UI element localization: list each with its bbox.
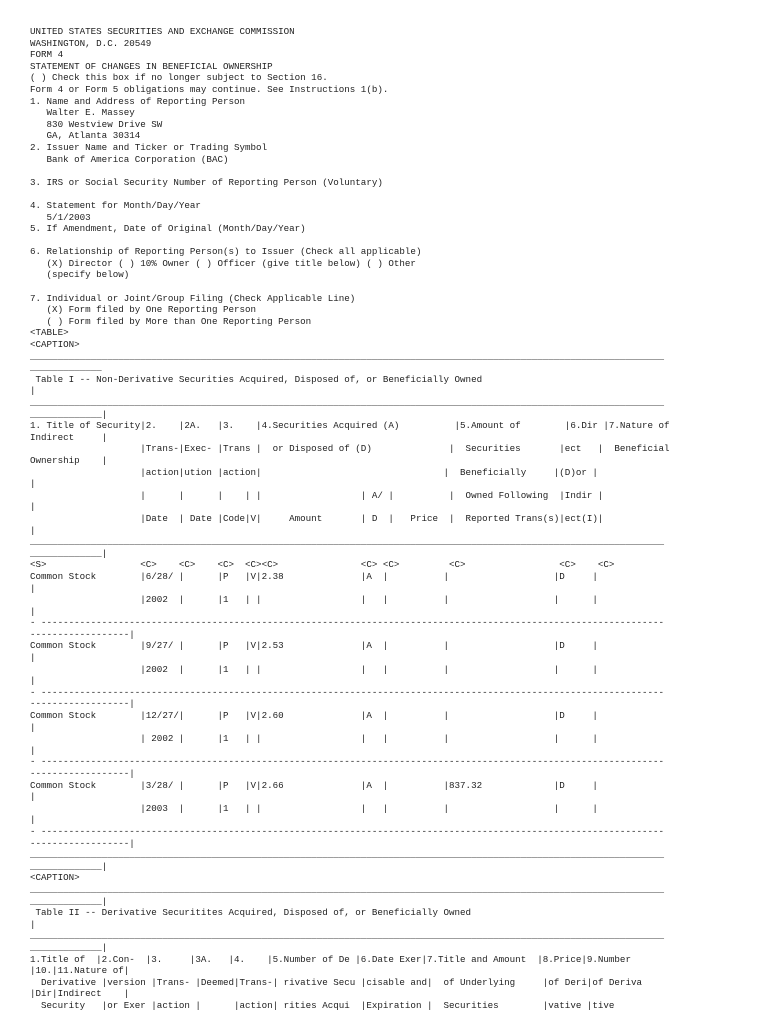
document-line: 6. Relationship of Reporting Person(s) to Issuer (Check all applicable) bbox=[30, 246, 422, 258]
document-line: ___________________________________________________________________________________________________________________ bbox=[30, 883, 665, 895]
document-line: |Date | Date |Code|V| Amount | D | Price | Reported Trans(s)|ect(I)| bbox=[30, 512, 604, 524]
document-line: ___________________________________________________________________________________________________________________ bbox=[30, 930, 665, 942]
document-line: _____________ bbox=[30, 362, 102, 374]
document-line: (specify below) bbox=[30, 269, 130, 281]
document-line: | | | | | | A/ | | Owned Following |Indir | bbox=[30, 489, 604, 501]
document-line: <CAPTION> bbox=[30, 872, 80, 884]
document-line: - ----------------------------------------------------------------------------------------------------------------- bbox=[30, 686, 665, 698]
document-line: ___________________________________________________________________________________________________________________ bbox=[30, 536, 665, 548]
document-line: Table I -- Non-Derivative Securities Acquired, Disposed of, or Beneficially Owned bbox=[30, 373, 483, 385]
document-line: _____________| bbox=[30, 860, 108, 872]
document-line: <CAPTION> bbox=[30, 339, 80, 351]
document-line: Table II -- Derivative Securitites Acquired, Disposed of, or Beneficially Owned bbox=[30, 907, 472, 919]
document-line: 830 Westview Drive SW bbox=[30, 118, 163, 130]
document-line: Indirect | bbox=[30, 431, 108, 443]
document-line: WASHINGTON, D.C. 20549 bbox=[30, 37, 152, 49]
document-line: | bbox=[30, 791, 36, 803]
document-line: 3. IRS or Social Security Number of Reporting Person (Voluntary) bbox=[30, 176, 383, 188]
document-line: | bbox=[30, 652, 36, 664]
document-line: _____________| bbox=[30, 895, 108, 907]
document-line: | bbox=[30, 501, 36, 513]
document-line bbox=[30, 281, 760, 293]
document-line: | bbox=[30, 582, 36, 594]
document-line: ------------------| bbox=[30, 628, 135, 640]
document-line: ------------------| bbox=[30, 837, 135, 849]
document-line: Ownership | bbox=[30, 454, 108, 466]
document-line: - ----------------------------------------------------------------------------------------------------------------- bbox=[30, 756, 665, 768]
document-line: _____________| bbox=[30, 547, 108, 559]
document-line: 1.Title of |2.Con- |3. |3A. |4. |5.Number of De |6.Date Exer|7.Title and Amount |8.Price|9.Number bbox=[30, 953, 631, 965]
document-line bbox=[30, 235, 760, 247]
document-line: | bbox=[30, 605, 36, 617]
document-line: Security |or Exer |action | |action| rities Acqui |Expiration | Securities |vative |tive bbox=[30, 999, 615, 1011]
document-line: ------------------| bbox=[30, 698, 135, 710]
document-line: STATEMENT OF CHANGES IN BENEFICIAL OWNERSHIP bbox=[30, 60, 273, 72]
document-line: Form 4 or Form 5 obligations may continue. See Instructions 1(b). bbox=[30, 83, 389, 95]
document-line: 1. Name and Address of Reporting Person bbox=[30, 95, 246, 107]
document-line: |2003 | |1 | | | | | | | bbox=[30, 802, 598, 814]
document-line: _____________| bbox=[30, 408, 108, 420]
document-line: ------------------| bbox=[30, 768, 135, 779]
document-line bbox=[30, 188, 760, 200]
document-line: | bbox=[30, 918, 36, 930]
document-line: |Trans-|Exec- |Trans | or Disposed of (D) | Securities |ect | Beneficial bbox=[30, 443, 670, 455]
document-line: | bbox=[30, 524, 36, 536]
document-line: | bbox=[30, 385, 36, 397]
document-line: 4. Statement for Month/Day/Year bbox=[30, 199, 201, 211]
document-line: ___________________________________________________________________________________________________________________ bbox=[30, 350, 665, 362]
document-line: Common Stock |9/27/ | |P |V|2.53 |A | | |D | bbox=[30, 640, 598, 652]
document-line: |2002 | |1 | | | | | | | bbox=[30, 663, 598, 675]
document-line: Common Stock |6/28/ | |P |V|2.38 |A | | |D | bbox=[30, 570, 598, 582]
document-line: | bbox=[30, 675, 36, 687]
document-line: Walter E. Massey bbox=[30, 107, 135, 119]
document-line: |Dir|Indirect | bbox=[30, 988, 130, 1000]
document-line: 1. Title of Security|2. |2A. |3. |4.Securities Acquired (A) |5.Amount of |6.Dir |7.Nature of bbox=[30, 420, 670, 432]
document-line: | 2002 | |1 | | | | | | | bbox=[30, 733, 598, 745]
document-line: <S> <C> <C> <C> <C><C> <C> <C> <C> <C> <C> bbox=[30, 559, 615, 571]
document-line: | bbox=[30, 721, 36, 733]
document-line: GA, Atlanta 30314 bbox=[30, 130, 141, 142]
document-line: ___________________________________________________________________________________________________________________ bbox=[30, 397, 665, 408]
document-line: |action|ution |action| | Beneficially |(D)or | bbox=[30, 466, 598, 478]
document-line: Common Stock |3/28/ | |P |V|2.66 |A | |837.32 |D | bbox=[30, 779, 598, 791]
document-line: Common Stock |12/27/| |P |V|2.60 |A | | |D | bbox=[30, 710, 598, 722]
document-line: 2. Issuer Name and Ticker or Trading Symbol bbox=[30, 141, 268, 153]
document-line: (X) Director ( ) 10% Owner ( ) Officer (give title below) ( ) Other bbox=[30, 257, 416, 269]
document-line: 5. If Amendment, Date of Original (Month/Day/Year) bbox=[30, 223, 306, 235]
form-4-filing-text bbox=[30, 26, 760, 1011]
document-line: |10.|11.Nature of| bbox=[30, 965, 130, 977]
document-line: 5/1/2003 bbox=[30, 211, 91, 223]
document-line: - ----------------------------------------------------------------------------------------------------------------- bbox=[30, 617, 665, 629]
document-line: | bbox=[30, 478, 36, 490]
document-line: ( ) Form filed by More than One Reporting Person bbox=[30, 315, 312, 327]
document-line bbox=[30, 165, 760, 177]
document-line: FORM 4 bbox=[30, 49, 64, 61]
document-line: - ----------------------------------------------------------------------------------------------------------------- bbox=[30, 825, 665, 837]
document-line: | bbox=[30, 744, 36, 756]
document-line: 7. Individual or Joint/Group Filing (Check Applicable Line) bbox=[30, 292, 356, 304]
document-line: UNITED STATES SECURITIES AND EXCHANGE COMMISSION bbox=[30, 26, 295, 37]
document-line: <TABLE> bbox=[30, 327, 69, 339]
document-line: Derivative |version |Trans- |Deemed|Trans-| rivative Secu |cisable and| of Underlying |of Deri|of Deriva bbox=[30, 976, 642, 988]
document-line: ( ) Check this box if no longer subject to Section 16. bbox=[30, 72, 328, 84]
document-line: |2002 | |1 | | | | | | | bbox=[30, 594, 598, 606]
document-line: _____________| bbox=[30, 941, 108, 953]
document-line: (X) Form filed by One Reporting Person bbox=[30, 304, 257, 316]
document-line: | bbox=[30, 814, 36, 826]
document-line: ___________________________________________________________________________________________________________________ bbox=[30, 849, 665, 861]
document-line: Bank of America Corporation (BAC) bbox=[30, 153, 229, 165]
